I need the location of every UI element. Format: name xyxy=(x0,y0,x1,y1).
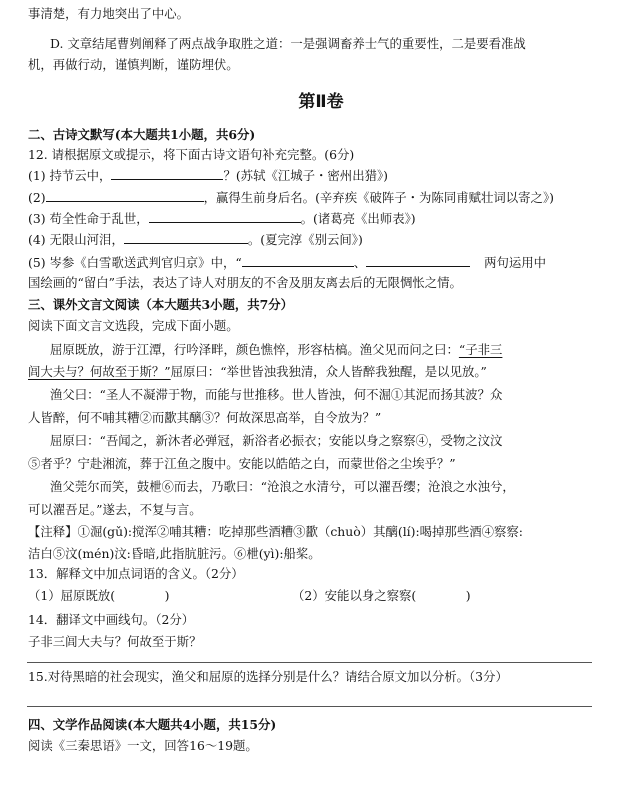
q12-item3-text: (3) 苟全性命于乱世， xyxy=(28,211,149,226)
question-13: 13．解释文中加点词语的含义。（2分） xyxy=(28,566,244,581)
q12-item1 xyxy=(28,167,388,184)
passage-p3-line1: 屈原曰：“吾闻之，新沐者必弹冠，新浴者必振衣；安能以身之察察④，受物之汶汶 xyxy=(50,433,503,448)
q12-item4-source: 。(夏完淳《别云间》) xyxy=(247,232,363,247)
passage-p4-line2: 可以濯吾足。”遂去，不复与言。 xyxy=(28,502,202,517)
q12-item2-label: (2) xyxy=(28,190,46,205)
question-14: 14．翻译文中画线句。（2分） xyxy=(28,612,195,627)
option-d-text: D. 文章结尾曹刿阐释了两点战争取胜之道：一是强调畜养士气的重要性，二是要看准战 xyxy=(50,36,526,51)
q12-item3-source: 。(诸葛亮《出师表》) xyxy=(300,211,416,226)
passage-p2-line1: 渔父曰：“圣人不凝滞于物，而能与世推移。世人皆浊，何不淈①其泥而扬其波？众 xyxy=(50,387,503,402)
passage-p1-text: 屈原既放，游于江潭，行吟泽畔，颜色憔悴，形容枯槁。渔父见而问之曰： xyxy=(50,342,459,357)
q12-item4-text: (4) 无限山河泪， xyxy=(28,232,124,247)
q12-item2-blank[interactable] xyxy=(46,189,204,202)
section4-intro: 阅读《三秦思语》一文，回答16～19题。 xyxy=(28,738,258,753)
passage-underlined-2: 闾大夫与？何故至于斯？” xyxy=(28,364,171,379)
passage-p1-line2 xyxy=(28,364,487,380)
volume-title: 第Ⅱ卷 xyxy=(298,92,344,112)
q12-item2-text: ，赢得生前身后名。(辛弃疾《破阵子・为陈同甫赋壮词以寄之》) xyxy=(203,190,554,205)
annotation-line1: 【注释】①淈(gǔ):搅浑②哺其糟：吃掉那些酒糟③歠（chuò）其醨(lí):喝掉那些酒④察察: xyxy=(28,524,523,539)
option-c-continued: 事清楚，有力地突出了中心。 xyxy=(28,6,190,21)
passage-p3-line2: ⑤者乎？宁赴湘流，葬于江鱼之腹中。安能以皓皓之白，而蒙世俗之尘埃乎？” xyxy=(28,456,456,471)
q13-part2[interactable]: （2）安能以身之察察( ) xyxy=(292,588,471,603)
annotation-line2: 洁白⑤汶(mén)汶:昏暗,此指肮脏污。⑥枻(yì):船桨。 xyxy=(28,546,321,561)
passage-p2-line2: 人皆醉，何不哺其糟②而歠其醨③？何故深思高举，自令放为？” xyxy=(28,410,382,425)
q12-item4 xyxy=(28,231,363,248)
q14-sentence: 子非三闾大夫与？何故至于斯？ xyxy=(28,634,202,649)
question-12: 12. 请根据原文或提示，将下面古诗文语句补充完整。(6分) xyxy=(28,147,355,162)
q12-item5-text: (5) 岑参《白雪歌送武判官归京》中，“ xyxy=(28,255,242,270)
section3-heading: 三、课外文言文阅读（本大题共3小题，共7分） xyxy=(28,297,294,312)
q14-answer-line[interactable] xyxy=(27,662,592,663)
q12-item5 xyxy=(28,254,546,271)
passage-p1-tail: 屈原曰：“举世皆浊我独清，众人皆醉我独醒，是以见放。” xyxy=(170,364,487,379)
q12-item1-source: ？(苏轼《江城子・密州出猎》) xyxy=(223,168,388,183)
section2-heading: 二、古诗文默写(本大题共1小题，共6分) xyxy=(28,127,256,142)
q12-item3-blank[interactable] xyxy=(149,210,301,223)
q12-item5-continued: 国绘画的“留白”手法，表达了诗人对朋友的不舍及朋友离去后的无限惆怅之情。 xyxy=(28,275,462,290)
q13-part1[interactable]: （1）屈原既放( ) xyxy=(28,588,170,603)
passage-p4-line1: 渔父莞尔而笑，鼓枻⑥而去，乃歌曰：“沧浪之水清兮，可以濯吾缨；沧浪之水浊兮， xyxy=(50,479,515,494)
section3-intro: 阅读下面文言文选段，完成下面小题。 xyxy=(28,318,239,333)
q12-item5-blank-2[interactable] xyxy=(366,254,470,267)
section4-heading: 四、文学作品阅读(本大题共4小题，共15分) xyxy=(28,717,277,732)
q12-item3 xyxy=(28,210,416,227)
q12-item4-blank[interactable] xyxy=(124,231,248,244)
q12-item1-text: (1) 持节云中， xyxy=(28,168,112,183)
q12-item5-tail: 两句运用中 xyxy=(484,255,547,270)
option-d-continued: 机，再做行动，谨慎判断，谨防埋伏。 xyxy=(28,57,239,72)
passage-p1-line1 xyxy=(50,342,502,358)
q12-item2 xyxy=(28,189,554,206)
passage-underlined-1: “子非三 xyxy=(458,342,503,357)
q15-answer-line[interactable] xyxy=(27,706,592,707)
question-15: 15.对待黑暗的社会现实，渔父和屈原的选择分别是什么？请结合原文加以分析。（3分） xyxy=(28,669,508,684)
q12-item5-blank-1[interactable] xyxy=(242,254,354,267)
q12-item5-separator: 、 xyxy=(353,255,367,270)
q12-item1-blank[interactable] xyxy=(111,167,223,180)
